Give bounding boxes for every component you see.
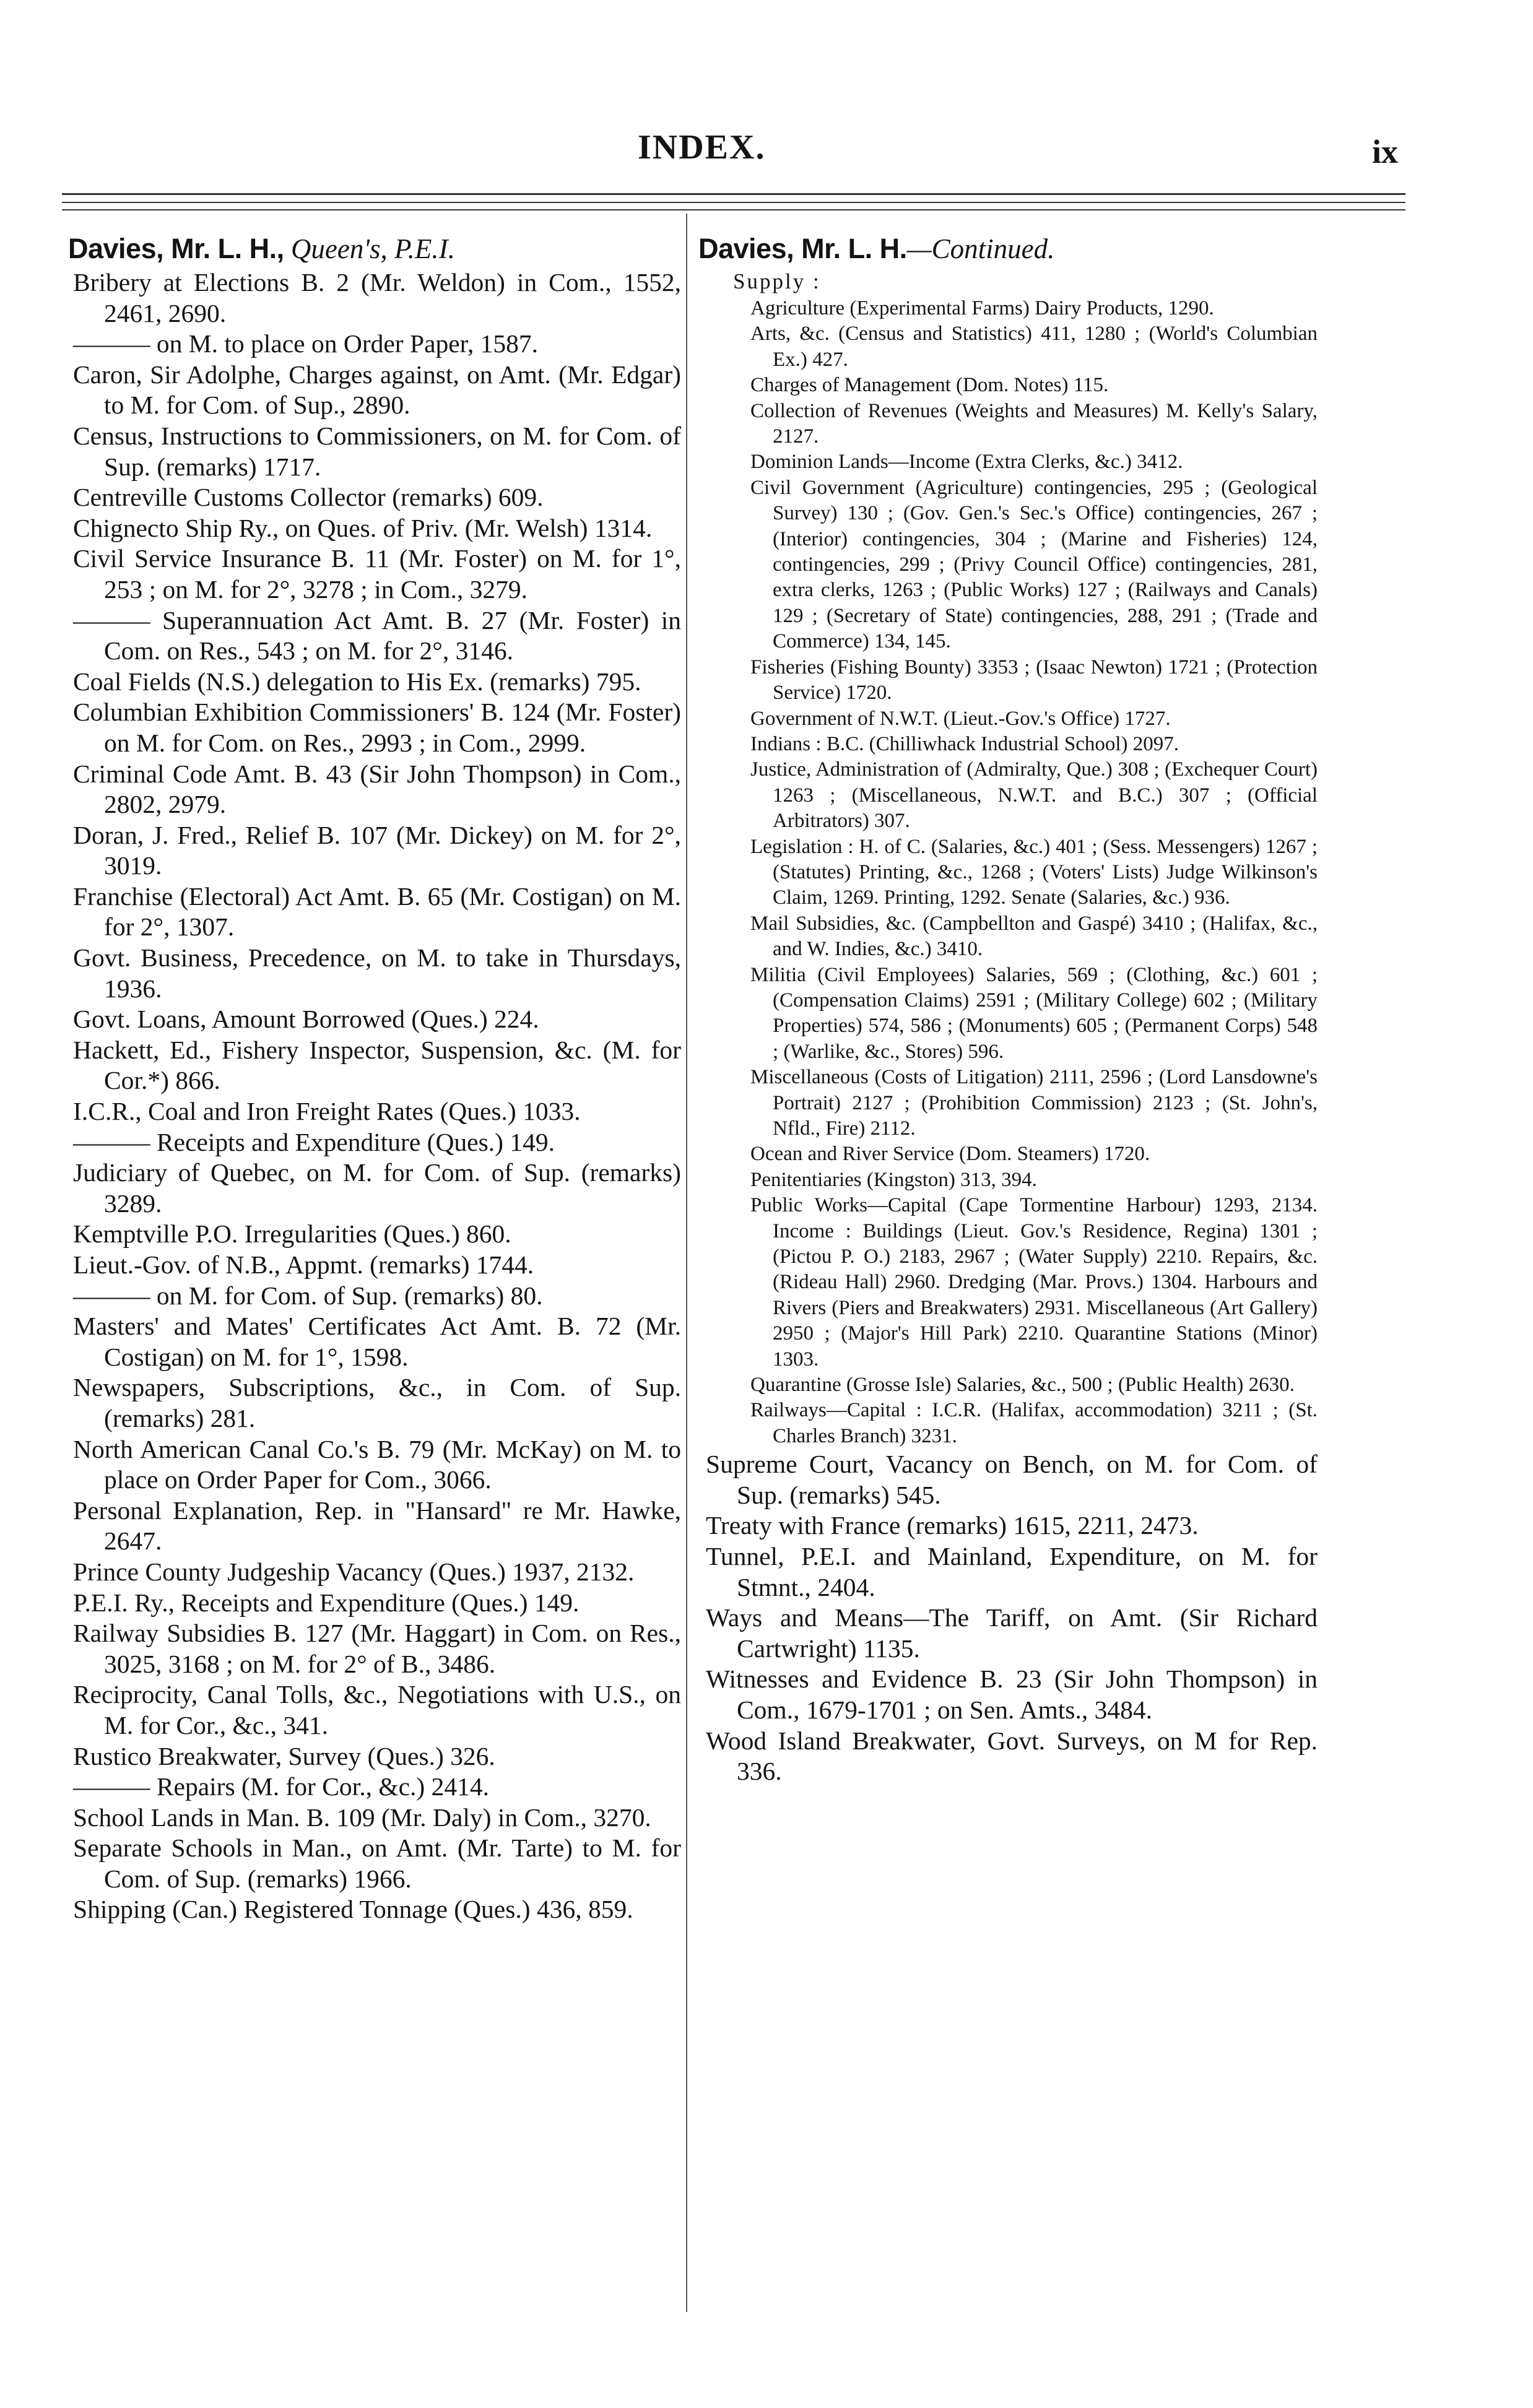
member-name: Davies, Mr. L. H. xyxy=(698,233,907,264)
supply-entry: Government of N.W.T. (Lieut.-Gov.'s Office) 1727. xyxy=(750,707,1171,730)
index-entry: Tunnel, P.E.I. and Mainland, Expenditure, on M. for Stmnt., 2404. xyxy=(706,1542,1318,1601)
index-entry: Govt. Loans, Amount Borrowed (Ques.) 224. xyxy=(73,1005,539,1034)
index-entry: Civil Service Insurance B. 11 (Mr. Foster) on M. for 1°, 253 ; on M. for 2°, 3278 ; in Com., 3279. xyxy=(73,544,681,604)
index-entry: Witnesses and Evidence B. 23 (Sir John Thompson) in Com., 1679-1701 ; on Sen. Amts., 3484. xyxy=(706,1665,1318,1725)
index-entry: Rustico Breakwater, Survey (Ques.) 326. xyxy=(73,1741,495,1770)
member-heading-continued xyxy=(698,232,1318,266)
index-entry: ——— on M. to place on Order Paper, 1587. xyxy=(73,329,538,358)
member-name: Davies, Mr. L. H., xyxy=(68,233,284,264)
index-entry: Bribery at Elections B. 2 (Mr. Weldon) in Com., 1552, 2461, 2690. xyxy=(73,268,681,327)
index-entry: Reciprocity, Canal Tolls, &c., Negotiations with U.S., on M. for Cor., &c., 341. xyxy=(73,1680,681,1739)
supply-entry: Collection of Revenues (Weights and Measures) M. Kelly's Salary, 2127. xyxy=(750,399,1318,448)
supply-entry: Charges of Management (Dom. Notes) 115. xyxy=(750,374,1109,397)
index-entry: Shipping (Can.) Registered Tonnage (Ques.) 436, 859. xyxy=(73,1895,633,1924)
index-entry: P.E.I. Ry., Receipts and Expenditure (Ques.) 149. xyxy=(73,1588,580,1617)
supply-entry: Civil Government (Agriculture) contingencies, 295 ; (Geological Survey) 130 ; (Gov. Gen.'s Sec.'s Office) contingencies, 267 ; (Interior) contingencies, 304 ; (Marine and Fisheries) 124, contingencies, 299 ; (Privy Council Office) contingencies, 281, extra clerks, 1263 ; (Public Works) 127 ; (Railways and Canals) 129 ; (Secretary of State) contingencies, 288, 291 ; (Trade and Commerce) 134, 145. xyxy=(750,476,1318,653)
index-entry: Newspapers, Subscriptions, &c., in Com. of Sup. (remarks) 281. xyxy=(73,1373,681,1432)
index-entry: ——— Superannuation Act Amt. B. 27 (Mr. Foster) in Com. on Res., 543 ; on M. for 2°, 3146. xyxy=(73,605,681,665)
index-entry: School Lands in Man. B. 109 (Mr. Daly) in Com., 3270. xyxy=(73,1803,651,1832)
left-column xyxy=(68,232,681,1925)
header-rule xyxy=(62,209,1405,210)
index-entry: Census, Instructions to Commissioners, on M. for Com. of Sup. (remarks) 1717. xyxy=(73,421,681,481)
index-entry: Separate Schools in Man., on Amt. (Mr. Tarte) to M. for Com. of Sup. (remarks) 1966. xyxy=(73,1834,681,1893)
index-entry: Doran, J. Fred., Relief B. 107 (Mr. Dickey) on M. for 2°, 3019. xyxy=(73,820,681,880)
index-entry: Kemptville P.O. Irregularities (Ques.) 860. xyxy=(73,1219,511,1249)
header-rule xyxy=(62,193,1405,195)
index-entry: Personal Explanation, Rep. in "Hansard" re Mr. Hawke, 2647. xyxy=(73,1496,681,1556)
supply-entry: Indians : B.C. (Chilliwhack Industrial School) 2097. xyxy=(750,732,1179,755)
index-entry: Masters' and Mates' Certificates Act Amt. B. 72 (Mr. Costigan) on M. for 1°, 1598. xyxy=(73,1312,681,1371)
supply-entry: Militia (Civil Employees) Salaries, 569 ; (Clothing, &c.) 601 ; (Compensation Claims) 2591 ; (Military College) 602 ; (Military Properties) 574, 586 ; (Monuments) 605 ; (Permanent Corps) 548 ; (Warlike, &c., Stores) 596. xyxy=(750,963,1318,1063)
index-entry: Criminal Code Amt. B. 43 (Sir John Thompson) in Com., 2802, 2979. xyxy=(73,759,681,819)
index-entry: Centreville Customs Collector (remarks) 609. xyxy=(73,483,544,512)
index-entry: I.C.R., Coal and Iron Freight Rates (Ques.) 1033. xyxy=(73,1097,581,1126)
index-entry: Treaty with France (remarks) 1615, 2211, 2473. xyxy=(706,1511,1199,1540)
page-header xyxy=(0,0,1533,186)
continued-label: —Continued. xyxy=(906,233,1055,264)
index-entry: Lieut.-Gov. of N.B., Appmt. (remarks) 1744. xyxy=(73,1250,534,1279)
column-divider xyxy=(686,214,687,2312)
running-head: INDEX. xyxy=(638,128,766,167)
index-entry: North American Canal Co.'s B. 79 (Mr. McKay) on M. to place on Order Paper for Com., 3066. xyxy=(73,1434,681,1494)
page-number: ix xyxy=(1372,133,1399,170)
supply-entry: Miscellaneous (Costs of Litigation) 2111, 2596 ; (Lord Lansdowne's Portrait) 2127 ; (Prohibition Commission) 2123 ; (St. John's, Nfld., Fire) 2112. xyxy=(750,1066,1318,1140)
right-column xyxy=(698,232,1318,1787)
index-entry: ——— Repairs (M. for Cor., &c.) 2414. xyxy=(73,1772,489,1801)
supply-entry: Railways—Capital : I.C.R. (Halifax, accommodation) 3211 ; (St. Charles Branch) 3231. xyxy=(750,1399,1318,1447)
member-constituency: Queen's, P.E.I. xyxy=(290,233,455,264)
supply-entry: Fisheries (Fishing Bounty) 3353 ; (Isaac Newton) 1721 ; (Protection Service) 1720. xyxy=(750,656,1318,704)
index-entry: Columbian Exhibition Commissioners' B. 124 (Mr. Foster) on M. for Com. on Res., 2993 ; in Com., 2999. xyxy=(73,698,681,757)
index-entry: Supreme Court, Vacancy on Bench, on M. for Com. of Sup. (remarks) 545. xyxy=(706,1450,1318,1509)
member-heading xyxy=(68,232,681,266)
index-entry: Ways and Means—The Tariff, on Amt. (Sir Richard Cartwright) 1135. xyxy=(706,1603,1318,1663)
index-entry: ——— on M. for Com. of Sup. (remarks) 80. xyxy=(73,1281,543,1310)
index-entry: Chignecto Ship Ry., on Ques. of Priv. (Mr. Welsh) 1314. xyxy=(73,513,653,542)
index-entry: Railway Subsidies B. 127 (Mr. Haggart) in Com. on Res., 3025, 3168 ; on M. for 2° of B., 3486. xyxy=(73,1619,681,1678)
index-entry: ——— Receipts and Expenditure (Ques.) 149. xyxy=(73,1127,555,1156)
index-entry: Prince County Judgeship Vacancy (Ques.) 1937, 2132. xyxy=(73,1557,635,1586)
supply-entry: Dominion Lands—Income (Extra Clerks, &c.) 3412. xyxy=(750,451,1183,474)
supply-entry: Penitentiaries (Kingston) 313, 394. xyxy=(750,1168,1037,1191)
supply-entry: Quarantine (Grosse Isle) Salaries, &c., 500 ; (Public Health) 2630. xyxy=(750,1374,1295,1397)
index-entry: Wood Island Breakwater, Govt. Surveys, on M for Rep. 336. xyxy=(706,1726,1318,1786)
index-entry: Judiciary of Quebec, on M. for Com. of Sup. (remarks) 3289. xyxy=(73,1158,681,1218)
supply-subheading: Supply : xyxy=(733,269,821,293)
supply-entry: Legislation : H. of C. (Salaries, &c.) 401 ; (Sess. Messengers) 1267 ; (Statutes) Printing, &c., 1268 ; (Voters' Lists) Judge Wilkinson's Claim, 1269. Printing, 1292. Senate (Salaries, &c.) 936. xyxy=(750,835,1318,909)
supply-entry: Mail Subsidies, &c. (Campbellton and Gaspé) 3410 ; (Halifax, &c., and W. Indies, &c.) 3410. xyxy=(750,912,1318,961)
supply-entry: Justice, Administration of (Admiralty, Que.) 308 ; (Exchequer Court) 1263 ; (Miscellaneous, N.W.T. and B.C.) 307 ; (Official Arbitrators) 307. xyxy=(750,758,1318,833)
supply-entry: Ocean and River Service (Dom. Steamers) 1720. xyxy=(750,1143,1150,1166)
supply-entry: Public Works—Capital (Cape Tormentine Harbour) 1293, 2134. Income : Buildings (Lieut. Gov.'s Residence, Regina) 1301 ; (Pictou P. O.) 2183, 2967 ; (Water Supply) 2210. Repairs, &c. (Rideau Hall) 2960. Dredging (Mar. Provs.) 1304. Harbours and Rivers (Piers and Breakwaters) 2931. Miscellaneous (Art Gallery) 2950 ; (Major's Hill Park) 2210. Quarantine Stations (Minor) 1303. xyxy=(750,1194,1318,1371)
index-entry: Caron, Sir Adolphe, Charges against, on Amt. (Mr. Edgar) to M. for Com. of Sup., 2890. xyxy=(73,360,681,420)
index-entry: Hackett, Ed., Fishery Inspector, Suspension, &c. (M. for Cor.*) 866. xyxy=(73,1035,681,1095)
index-entry: Franchise (Electoral) Act Amt. B. 65 (Mr. Costigan) on M. for 2°, 1307. xyxy=(73,881,681,942)
header-rule xyxy=(62,202,1405,203)
index-entry: Govt. Business, Precedence, on M. to take in Thursdays, 1936. xyxy=(73,943,681,1003)
supply-entry: Agriculture (Experimental Farms) Dairy Products, 1290. xyxy=(750,297,1214,319)
supply-entry: Arts, &c. (Census and Statistics) 411, 1280 ; (World's Columbian Ex.) 427. xyxy=(750,323,1318,371)
index-entry: Coal Fields (N.S.) delegation to His Ex. (remarks) 795. xyxy=(73,667,641,696)
